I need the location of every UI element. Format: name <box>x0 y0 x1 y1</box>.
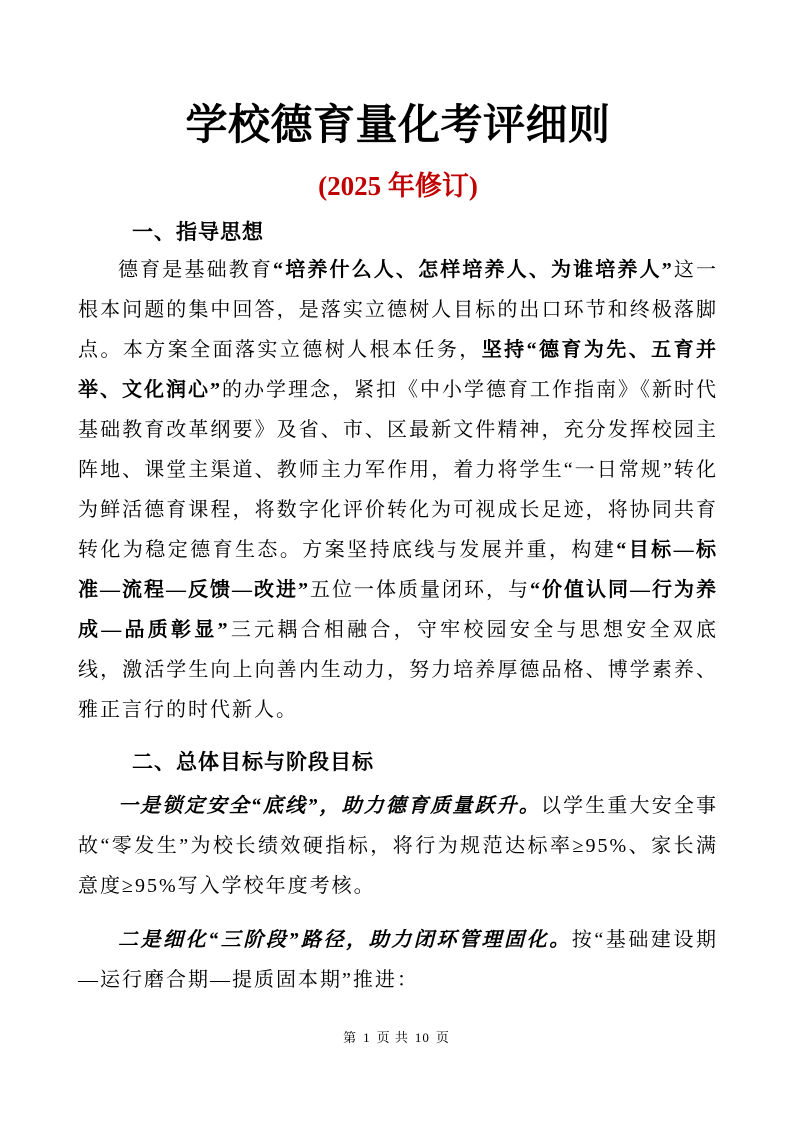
emphasized-text-run: 二是细化“三阶段”路径，助力闭环管理固化。 <box>118 929 572 951</box>
document-subtitle: (2025 年修订) <box>318 171 478 201</box>
emphasized-text-run: 一是锁定安全“底线”，助力德育质量跃升。 <box>118 795 541 817</box>
document-title: 学校德育量化考评细则 <box>185 103 611 149</box>
text-run: 的办学理念，紧扣《中小学德育工作指南》《新时代基础教育改革纲要》及省、市、区最新文件精神，充分发挥校园主阵地、课堂主渠道、教师主力军作用，着力将学生“一日常规”转化为鲜活德育课程，将数字化评价转化为可视成长足迹，将协同共育转化为稳定德育生态。方案坚持底线与发展并重，构建 <box>78 379 718 561</box>
document-content <box>0 96 793 1000</box>
paragraph-guiding-ideology <box>78 250 718 730</box>
page-footer <box>0 1028 793 1048</box>
total-pages-number: 10 <box>414 1030 430 1045</box>
text-run: 三元耦合相融合，守牢校园安全与思想安全双底线，激活学生向上向善内生动力，努力培养厚德品格、博学素养、雅正言行的时代新人。 <box>78 619 719 721</box>
footer-label-pages: 页 <box>435 1030 450 1045</box>
text-run: 以学生重大安全事故“零发生”为校长绩效硬指标，将行为规范达标率≥95%、家长满意度≥95%写入学校年度考核。 <box>78 795 719 897</box>
section-heading-overall-goals: 二、总体目标与阶段目标 <box>132 750 374 774</box>
text-run: 按“基础建设期—运行磨合期—提质固本期”推进： <box>78 929 719 991</box>
emphasized-text-run: “培养什么人、怎样培养人、为谁培养人” <box>273 259 674 281</box>
paragraph-goal-two-three-stages <box>78 920 718 1000</box>
footer-label-of: 页 共 <box>376 1030 409 1045</box>
emphasized-text-run: “价值认同—行为养成—品质彰显” <box>78 579 718 641</box>
emphasized-text-run: “目标—标准—流程—反馈—改进” <box>78 539 719 601</box>
section-heading-guiding-ideology: 一、指导思想 <box>132 220 264 244</box>
emphasized-text-run: 坚持“德育为先、五育并举、文化润心” <box>78 339 719 401</box>
text-run: 五位一体质量闭环，与 <box>310 579 530 601</box>
paragraph-goal-one-safety-baseline <box>78 786 718 906</box>
text-run: 这一根本问题的集中回答，是落实立德树人目标的出口环节和终极落脚点。本方案全面落实立德树人根本任务， <box>78 259 719 361</box>
footer-label-page: 第 <box>343 1030 358 1045</box>
text-run: 德育是基础教育 <box>118 259 274 281</box>
current-page-number: 1 <box>363 1030 371 1045</box>
